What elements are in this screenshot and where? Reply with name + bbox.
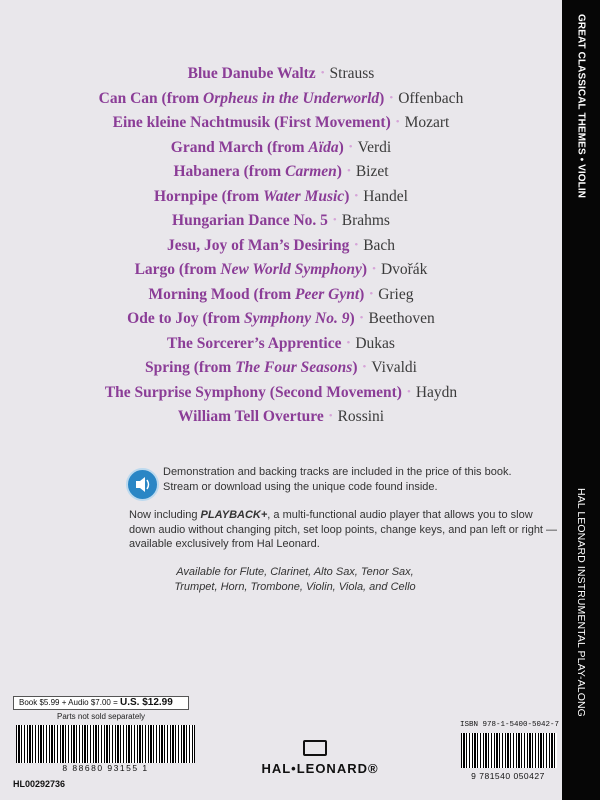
song-title bbox=[173, 163, 342, 180]
song-composer: Dvořák bbox=[380, 261, 428, 278]
song-title bbox=[145, 359, 357, 376]
price-text: Book $5.99 + Audio $7.00 = bbox=[19, 698, 120, 707]
playback-info bbox=[129, 508, 559, 552]
song-composer: Rossini bbox=[337, 408, 385, 425]
product-code: HL00292736 bbox=[13, 779, 66, 789]
song-title-text: Ode to Joy (from bbox=[127, 310, 244, 327]
song-title-text: Can Can (from bbox=[98, 89, 204, 107]
song-item bbox=[0, 356, 562, 381]
separator-dot: • bbox=[372, 263, 376, 275]
song-title-text: William Tell Overture bbox=[177, 408, 324, 425]
upc-digits: 8 88680 93155 1 bbox=[13, 763, 198, 773]
song-composer: Bizet bbox=[355, 163, 389, 180]
song-title-italic: Symphony No. 9 bbox=[243, 310, 350, 327]
song-title-text: Spring (from bbox=[145, 359, 236, 376]
song-title-text: Grand March (from bbox=[170, 138, 309, 156]
logo-text: HAL•LEONARD® bbox=[261, 761, 379, 776]
song-title bbox=[178, 408, 324, 425]
song-title bbox=[167, 237, 349, 254]
isbn-label: ISBN 978-1-5400-5042-7 bbox=[460, 721, 560, 729]
parts-note: Parts not sold separately bbox=[57, 712, 146, 721]
separator-dot: • bbox=[389, 91, 394, 104]
separator-dot: • bbox=[406, 385, 411, 398]
song-composer: Bach bbox=[363, 236, 396, 254]
song-title-text: The Sorcerer’s Apprentice bbox=[167, 334, 342, 352]
isbn-digits: 9 781540 050427 bbox=[471, 771, 545, 781]
separator-dot: • bbox=[362, 361, 367, 373]
audio-info bbox=[163, 465, 563, 494]
song-composer: Verdi bbox=[357, 138, 392, 156]
song-title-end: ) bbox=[336, 163, 342, 180]
song-title bbox=[172, 212, 328, 229]
song-title bbox=[127, 310, 354, 327]
song-title bbox=[188, 65, 316, 82]
song-composer: Beethoven bbox=[368, 310, 435, 327]
separator-dot: • bbox=[346, 336, 351, 349]
song-title-text: Hornpipe (from bbox=[154, 187, 264, 205]
song-item bbox=[0, 111, 562, 136]
song-title-text: Largo (from bbox=[134, 261, 221, 278]
separator-dot: • bbox=[328, 410, 333, 422]
song-item bbox=[0, 62, 562, 87]
song-composer: Mozart bbox=[404, 114, 450, 131]
song-item bbox=[0, 234, 562, 259]
song-title-text: Jesu, Joy of Man’s Desiring bbox=[166, 236, 350, 254]
song-title-text: Eine kleine Nachtmusik (First Movement) bbox=[112, 114, 391, 131]
song-title-italic: Orpheus in the Underworld bbox=[203, 89, 380, 107]
song-title bbox=[149, 286, 365, 303]
song-title bbox=[167, 335, 341, 352]
song-title-end: ) bbox=[359, 285, 365, 303]
song-composer: Brahms bbox=[341, 212, 390, 229]
song-title-italic: New World Symphony bbox=[220, 261, 362, 278]
spine-title: GREAT CLASSICAL THEMES • VIOLIN bbox=[575, 14, 587, 199]
audio-info-line1: Demonstration and backing tracks are included in the price of this book. bbox=[163, 466, 512, 478]
available-instruments: Available for Flute, Clarinet, Alto Sax, Tenor Sax, Trumpet, Horn, Trombone, Violin, Viola, and Cello bbox=[174, 566, 416, 593]
audio-info-line2: Stream or download using the unique code found inside. bbox=[163, 480, 438, 493]
song-composer: Dukas bbox=[355, 334, 395, 352]
song-list bbox=[0, 62, 562, 430]
separator-dot: • bbox=[395, 116, 400, 128]
playback-prefix: Now including bbox=[129, 509, 201, 521]
song-item bbox=[0, 381, 562, 406]
song-composer: Vivaldi bbox=[371, 359, 417, 376]
isbn-barcode bbox=[461, 733, 557, 768]
song-title-end: ) bbox=[338, 138, 344, 156]
separator-dot: • bbox=[348, 140, 353, 153]
song-composer: Offenbach bbox=[398, 89, 464, 107]
song-title bbox=[171, 139, 344, 156]
song-item bbox=[0, 307, 562, 332]
song-item bbox=[0, 209, 562, 234]
song-item bbox=[0, 87, 562, 112]
song-title bbox=[99, 90, 385, 107]
song-title-text: Hungarian Dance No. 5 bbox=[172, 212, 328, 229]
song-title-end: ) bbox=[349, 310, 355, 327]
separator-dot: • bbox=[354, 189, 359, 202]
song-title-text: Habanera (from bbox=[173, 163, 286, 180]
song-composer: Grieg bbox=[378, 285, 414, 303]
price-total: U.S. $12.99 bbox=[119, 697, 173, 708]
song-title-end: ) bbox=[352, 359, 358, 376]
song-title-italic: Water Music bbox=[263, 187, 345, 205]
song-title-text: The Surprise Symphony (Second Movement) bbox=[104, 383, 402, 401]
song-title-text: Morning Mood (from bbox=[148, 285, 296, 303]
song-title-italic: Peer Gynt bbox=[295, 285, 360, 303]
song-item bbox=[0, 258, 562, 283]
song-title bbox=[154, 188, 349, 205]
separator-dot: • bbox=[332, 214, 337, 226]
playback-name: PLAYBACK+ bbox=[200, 509, 268, 521]
hal-leonard-logo bbox=[245, 740, 395, 776]
song-item bbox=[0, 405, 562, 430]
upc-barcode bbox=[16, 725, 195, 763]
separator-dot: • bbox=[359, 312, 364, 324]
song-item bbox=[0, 185, 562, 210]
price-box bbox=[13, 696, 189, 710]
song-title-end: ) bbox=[361, 261, 368, 278]
song-item bbox=[0, 332, 562, 357]
speaker-icon bbox=[126, 468, 159, 501]
song-title bbox=[135, 261, 368, 278]
song-title bbox=[105, 384, 402, 401]
separator-dot: • bbox=[320, 67, 325, 79]
song-item bbox=[0, 136, 562, 161]
song-title-end: ) bbox=[344, 187, 350, 205]
song-title-italic: Carmen bbox=[285, 163, 337, 180]
song-item bbox=[0, 160, 562, 185]
song-composer: Handel bbox=[363, 187, 408, 205]
spine-series: HAL LEONARD INSTRUMENTAL PLAY-ALONG bbox=[575, 488, 587, 717]
separator-dot: • bbox=[346, 165, 351, 177]
song-composer: Haydn bbox=[415, 383, 458, 401]
song-title-italic: Aïda bbox=[308, 138, 339, 156]
logo-mark-icon bbox=[303, 740, 327, 756]
separator-dot: • bbox=[354, 238, 359, 251]
separator-dot: • bbox=[369, 287, 374, 300]
song-title-end: ) bbox=[379, 89, 385, 107]
playback-rest: , a multi-functional audio player that allows you to slow down audio without changing pitch, set loop points, change keys, and pan left or right — available exclusively from Hal Leonard. bbox=[129, 509, 558, 550]
song-title bbox=[113, 114, 391, 131]
song-title-italic: The Four Seasons bbox=[235, 359, 353, 376]
song-item bbox=[0, 283, 562, 308]
song-title-text: Blue Danube Waltz bbox=[187, 65, 316, 82]
song-composer: Strauss bbox=[329, 65, 375, 82]
